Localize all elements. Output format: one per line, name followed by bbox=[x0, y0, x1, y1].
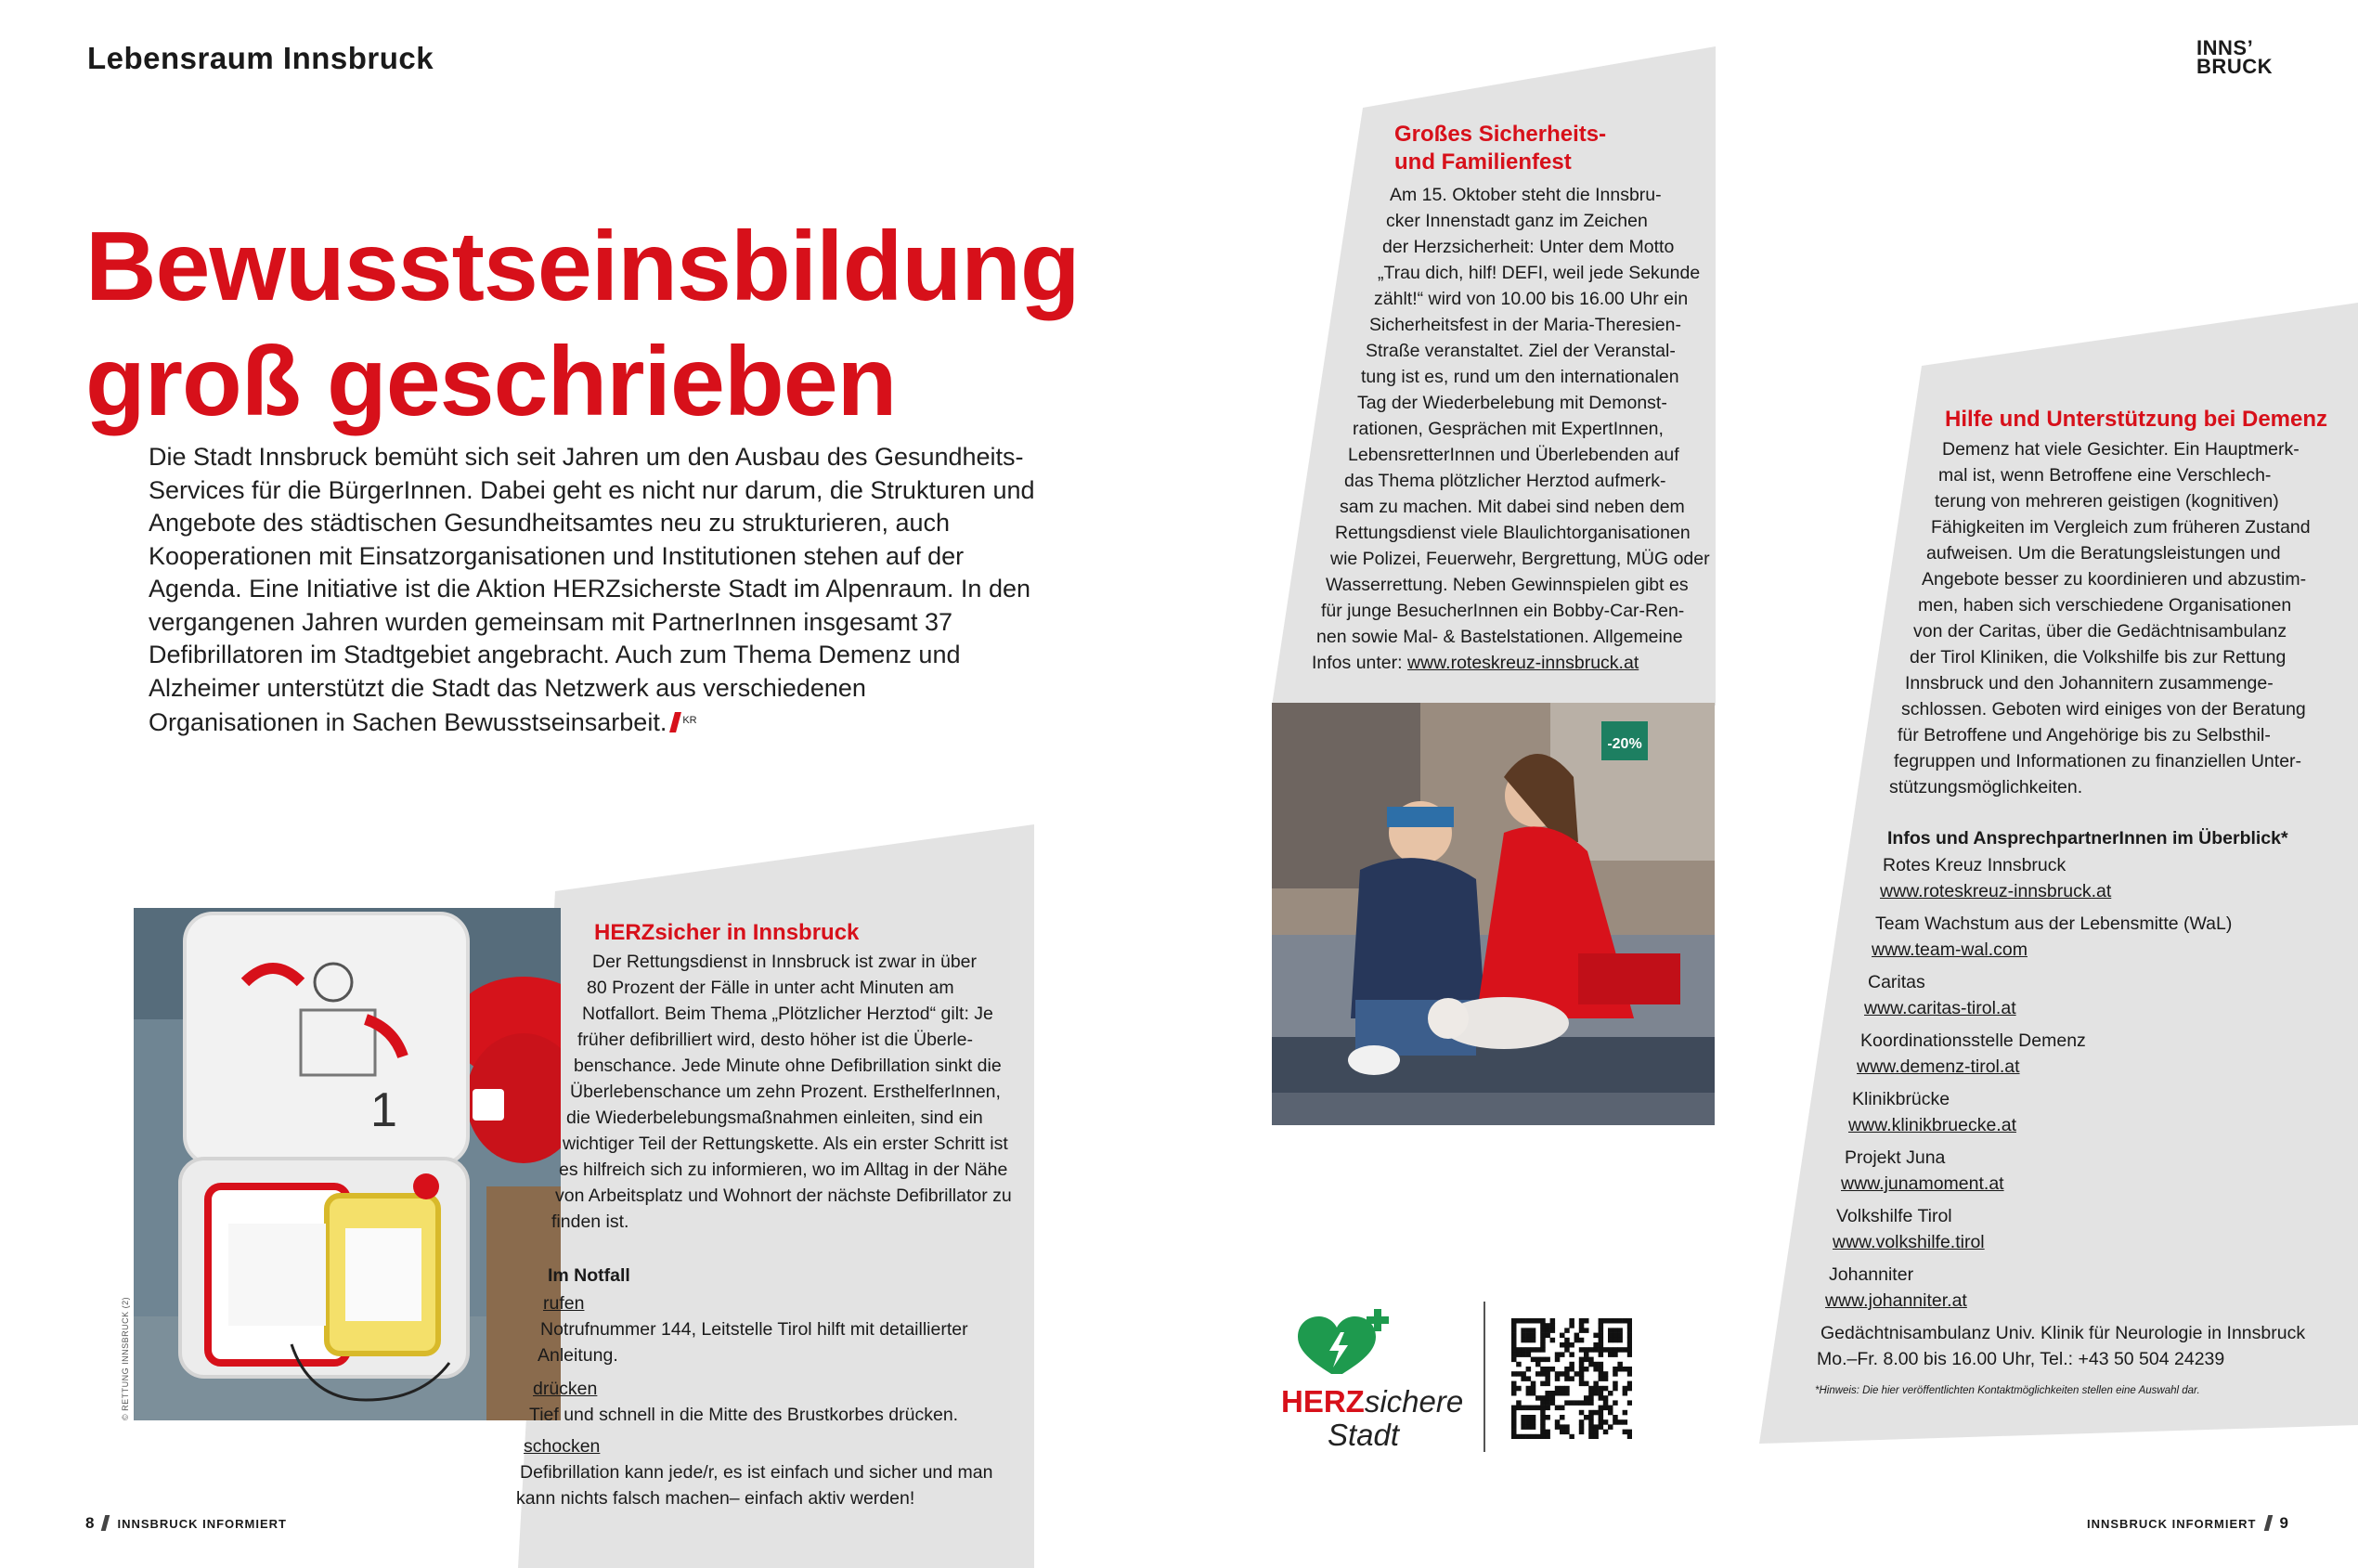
intro-text: Die Stadt Innsbruck bemüht sich seit Jahren um den Ausbau des Gesundheits-Services für die BürgerInnen. Dabei geht es nicht nur darum, die Strukturen und Angebote des städtischen Gesundheitsamtes neu zu strukturieren, auch Kooperationen mit Einsatzorganisationen und Institutionen stehen auf der Agenda. Eine Initiative ist die Aktion HERZsicherste Stadt im Alpenraum. In den vergangenen Jahren wurden gemeinsam mit PartnerInnen insgesamt 37 Defibrillatoren im Stadtgebiet angebracht. Auch zum Thema Demenz und Alzheimer unterstützt die Stadt das Netzwerk aus verschiedenen Organisationen in Sachen Bewusstseinsarbeit. $^{KR}$ bbox=[149, 443, 1035, 736]
contact-name: Volkshilfe Tirol bbox=[1836, 1206, 1952, 1226]
aed-photo bbox=[134, 908, 561, 1420]
notfall-title: Im Notfall bbox=[548, 1265, 630, 1286]
contact-name: Caritas bbox=[1868, 972, 1925, 992]
contact-name: Projekt Juna bbox=[1845, 1147, 1946, 1168]
contact-name: Klinikbrücke bbox=[1852, 1089, 1950, 1109]
slash-icon bbox=[101, 1515, 110, 1531]
contact-link[interactable]: www.volkshilfe.tirol bbox=[1833, 1232, 1985, 1252]
contact-name: Koordinationsstelle Demenz bbox=[1860, 1030, 2086, 1051]
brand-line2: Stadt bbox=[1328, 1418, 1400, 1452]
contact-link[interactable]: www.demenz-tirol.at bbox=[1857, 1056, 2020, 1077]
clinic-name: Gedächtnisambulanz Univ. Klinik für Neurologie in Innsbruck bbox=[1820, 1323, 2306, 1343]
contact-link[interactable]: www.team-wal.com bbox=[1872, 940, 2028, 960]
contact-link[interactable]: www.johanniter.at bbox=[1825, 1290, 1967, 1311]
contact-name: Rotes Kreuz Innsbruck bbox=[1883, 855, 2066, 875]
festival-photo bbox=[1272, 703, 1715, 1125]
contact-name: Johanniter bbox=[1829, 1264, 1914, 1285]
innsbruck-logo: INNS’ BRUCK bbox=[2196, 36, 2273, 78]
page-number-left: 8 bbox=[85, 1514, 95, 1532]
aed-step-number: 1 bbox=[370, 1083, 397, 1137]
page-headline: Bewusstseinsbildung groß geschrieben bbox=[85, 212, 1080, 436]
clinic-hours: Mo.–Fr. 8.00 bis 16.00 Uhr, Tel.: +43 50 504 24239 bbox=[1817, 1349, 2225, 1369]
herzsicher-title: HERZsicher in Innsbruck bbox=[594, 920, 860, 945]
step-label: drücken bbox=[533, 1379, 598, 1399]
fest-title: Großes Sicherheits- und Familienfest bbox=[1394, 122, 1607, 175]
qr-code[interactable] bbox=[1511, 1318, 1632, 1439]
contact-link[interactable]: www.klinikbruecke.at bbox=[1848, 1115, 2016, 1135]
slash-icon bbox=[2263, 1515, 2273, 1531]
section-header: Lebensraum Innsbruck bbox=[87, 41, 434, 75]
contact-link[interactable]: www.roteskreuz-innsbruck.at bbox=[1880, 881, 2112, 901]
logo-divider bbox=[1483, 1302, 1485, 1452]
herzsichere-stadt-logo bbox=[1281, 1300, 1467, 1458]
contacts-title: Infos und AnsprechpartnerInnen im Überblick* bbox=[1887, 828, 2288, 849]
step-label: schocken bbox=[524, 1436, 601, 1457]
contact-link[interactable]: www.caritas-tirol.at bbox=[1864, 998, 2016, 1018]
footer-left: 8 INNSBRUCK INFORMIERT bbox=[85, 1514, 287, 1532]
contact-name: Team Wachstum aus der Lebensmitte (WaL) bbox=[1875, 914, 2233, 934]
contacts-note: *Hinweis: Die hier veröffentlichten Kontaktmöglichkeiten stellen eine Auswahl dar. bbox=[1815, 1385, 2200, 1396]
author-initials: KR bbox=[682, 715, 697, 726]
contact-link[interactable]: www.junamoment.at bbox=[1841, 1173, 2004, 1194]
fest-link[interactable]: www.roteskreuz-innsbruck.at bbox=[1406, 653, 1639, 673]
page-number-right: 9 bbox=[2279, 1514, 2288, 1532]
photo-credit: © RETTUNG INNSBRUCK (2) bbox=[121, 1296, 130, 1420]
demenz-title: Hilfe und Unterstützung bei Demenz bbox=[1945, 407, 2328, 432]
brand-line1: HERZsichere bbox=[1281, 1384, 1464, 1419]
shop-sign bbox=[1601, 721, 1648, 760]
footer-right: INNSBRUCK INFORMIERT 9 bbox=[2087, 1514, 2288, 1532]
step-label: rufen bbox=[543, 1293, 585, 1314]
svg-text:-20%: -20% bbox=[1607, 736, 1642, 752]
red-slash-icon bbox=[669, 712, 681, 732]
